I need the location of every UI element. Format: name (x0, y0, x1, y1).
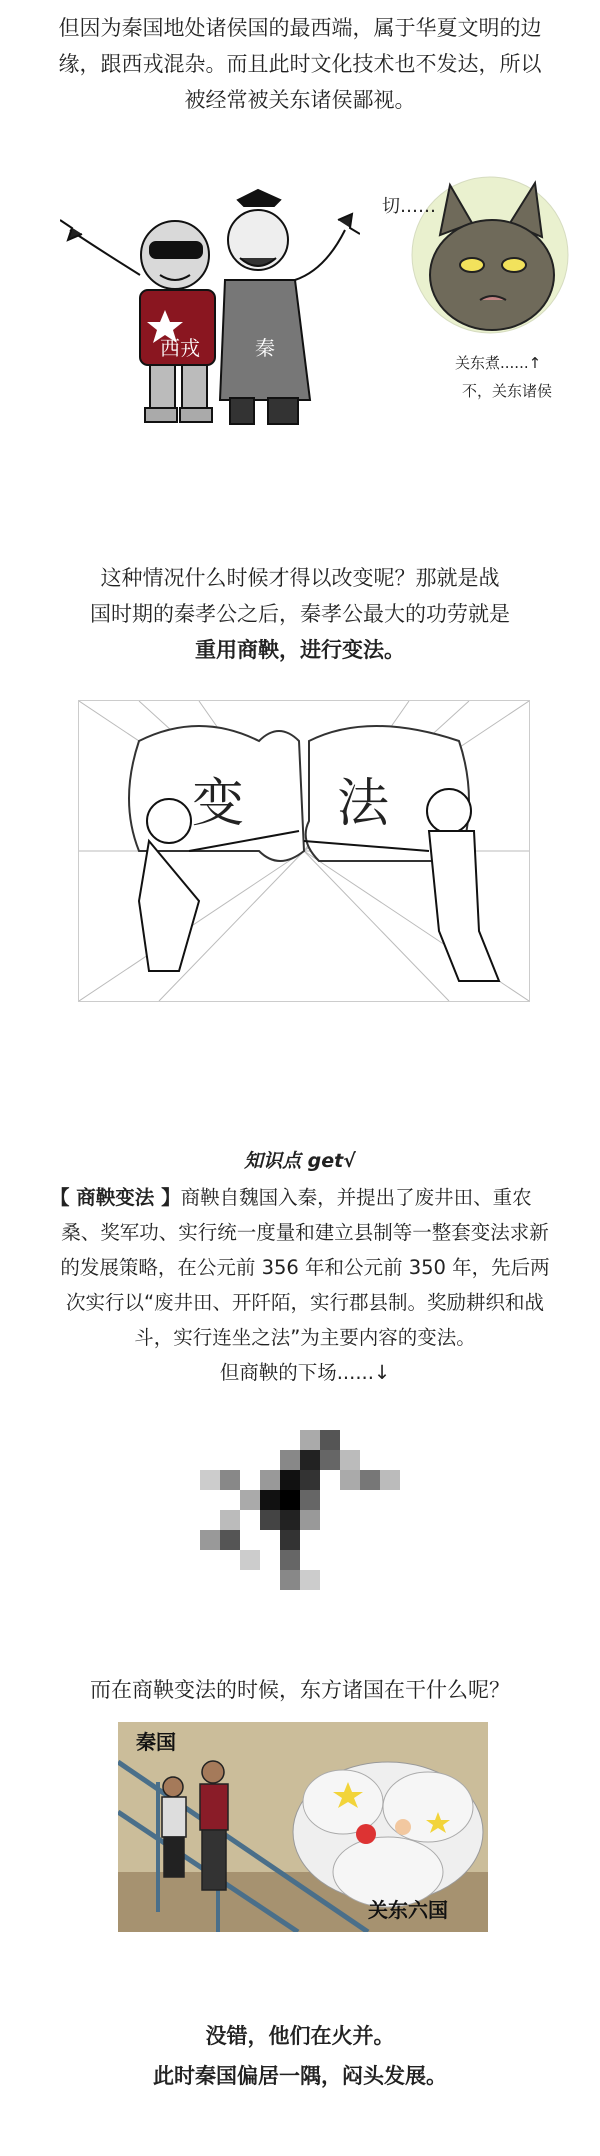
label-xirong: 西戎 (160, 336, 200, 360)
knowledge-line: 的发展策略，在公元前 356 年和公元前 350 年，先后两 (60, 1256, 550, 1279)
player-left (162, 1777, 186, 1877)
intro-line: 缘，跟西戎混杂。而且此时文化技术也不发达，所以 (58, 52, 542, 76)
closing-line: 没错，他们在火并。 (205, 2024, 395, 2048)
knowledge-line: 桑、奖军功、实行统一度量和建立县制等一整套变法求新 (61, 1221, 549, 1244)
knowledge-paragraph (50, 1180, 560, 1390)
knowledge-title: 知识点 get√ (244, 1150, 356, 1172)
pixelated-figure (180, 1420, 430, 1620)
reform-line: 国时期的秦孝公之后，秦孝公最大的功劳就是 (90, 602, 510, 626)
comic-reform-tug (78, 700, 530, 1002)
knowledge-first-line: 商鞅自魏国入秦，并提出了废井田、重农 (180, 1186, 532, 1209)
intro-paragraph (0, 10, 600, 118)
intro-line: 但因为秦国地处诸侯国的最西端，属于华夏文明的边 (58, 16, 542, 40)
reform-char-bian: 变 (192, 774, 245, 834)
intro-line: 被经常被关东诸侯鄙视。 (184, 88, 416, 112)
label-qin-robe: 秦 (255, 336, 275, 360)
knowledge-line: 次实行以“废井田、开阡陌，实行郡县制。奖励耕织和战 (65, 1291, 545, 1314)
closing-paragraph (0, 2016, 600, 2096)
xirong-qin-illustration (60, 180, 360, 440)
knowledge-term: 【 商鞅变法 】 (50, 1186, 181, 1209)
speech-qie: 切…… (382, 196, 436, 217)
comic-xirong-qin (60, 180, 360, 440)
qin-figure (220, 190, 360, 424)
reform-bold-line: 重用商鞅，进行变法。 (195, 638, 405, 662)
knowledge-ending: 但商鞅的下场......↓ (219, 1361, 391, 1384)
caption-guandong-zhu: 关东煮......↑ (455, 354, 542, 372)
scene-label-qin: 秦国 (136, 1730, 176, 1754)
xirong-figure (60, 220, 215, 422)
reform-line: 这种情况什么时候才得以改变呢？那就是战 (100, 566, 500, 590)
closing-line: 此时秦国偏居一隅，闷头发展。 (153, 2064, 447, 2088)
scene-label-east: 关东六国 (368, 1898, 448, 1922)
reform-char-fa: 法 (337, 774, 390, 834)
anime-scene (118, 1722, 488, 1932)
question-line: 而在商鞅变法的时候，东方诸国在干什么呢？ (90, 1678, 510, 1702)
caption-guandong-zhuhou: 不，关东诸侯 (462, 382, 553, 400)
reform-paragraph (0, 560, 600, 668)
knowledge-line: 斗，实行连坐之法”为主要内容的变法。 (134, 1326, 476, 1349)
